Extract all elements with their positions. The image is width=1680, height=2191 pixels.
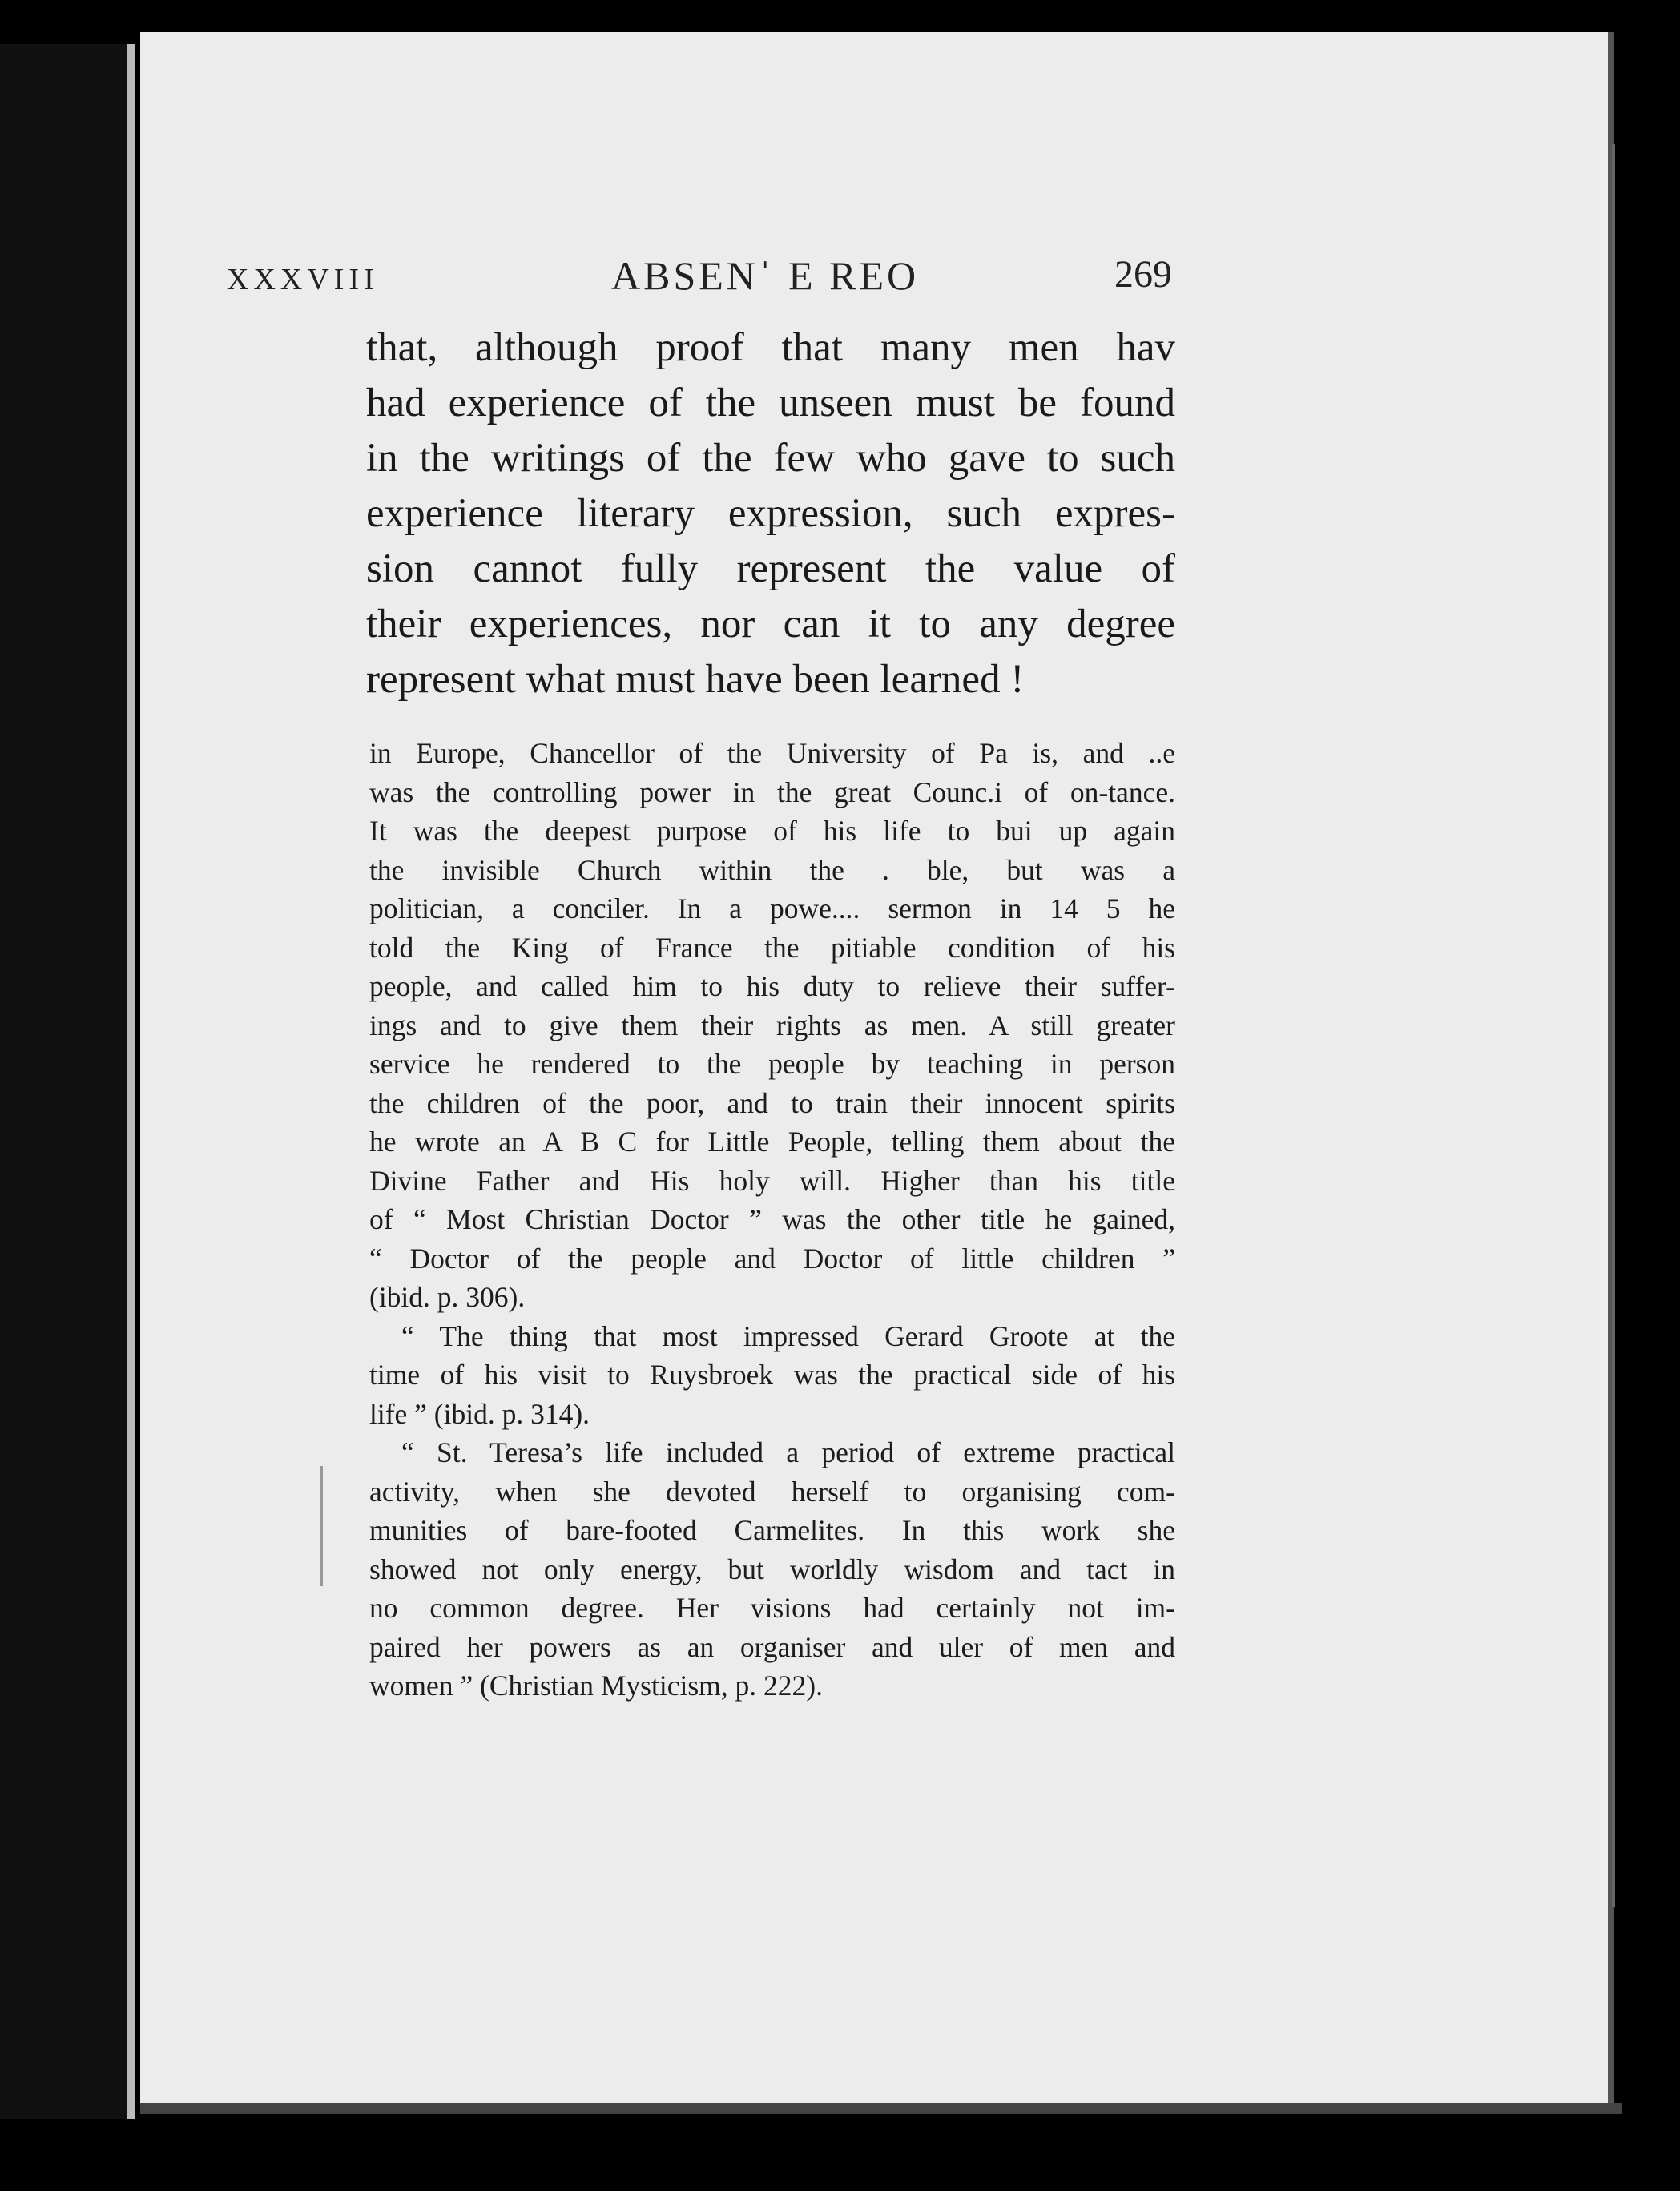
note-line: munities of bare-footed Carmelites. In this work she: [369, 1514, 1175, 1546]
text-line: experience literary expression, such expres-: [366, 491, 1175, 536]
note-line: showed not only energy, but worldly wisdom and tact in: [369, 1553, 1175, 1585]
note-line: women ” (Christian Mysticism, p. 222).: [369, 1669, 823, 1702]
note-text-block: [369, 734, 1175, 1706]
large-type-paragraph: [366, 320, 1175, 707]
text-line: had experience of the unseen must be found: [366, 381, 1175, 425]
note-line: politician, a conciler. In a powe.... sermon in 14 5 he: [369, 892, 1175, 924]
scan-artifact-right-edge: [1612, 144, 1615, 1907]
note-line: paired her powers as an organiser and uler of men and: [369, 1630, 1175, 1663]
note-line: service he rendered to the people by teaching in person: [369, 1048, 1175, 1080]
page-bottom-shadow: [140, 2103, 1622, 2114]
note-line: life ” (ibid. p. 314).: [369, 1397, 590, 1430]
facing-page-edge: [0, 44, 132, 2119]
scan-artifact-glyph: {: [106, 1671, 125, 1714]
note-line: told the King of France the pitiable condition of his: [369, 931, 1175, 964]
text-line: sion cannot fully represent the value of: [366, 546, 1175, 591]
note-line: he wrote an A B C for Little People, telling them about the: [369, 1126, 1175, 1158]
note-line: “ St. Teresa’s life included a period of extreme practical: [401, 1436, 1175, 1468]
page-number: 269: [1114, 253, 1172, 296]
text-line: in the writings of the few who gave to such: [366, 436, 1175, 481]
text-line: represent what must have been learned !: [366, 657, 1025, 702]
note-line: It was the deepest purpose of his life to bui up again: [369, 815, 1175, 847]
text-line: that, although proof that many men hav: [366, 325, 1175, 370]
facing-page-border: [127, 44, 135, 2119]
text-line: their experiences, nor can it to any degree: [366, 602, 1175, 646]
note-line: “ The thing that most impressed Gerard Groote at the: [401, 1319, 1175, 1352]
note-line: the invisible Church within the . ble, but was a: [369, 853, 1175, 886]
note-line: people, and called him to his duty to relieve their suffer-: [369, 970, 1175, 1002]
chapter-number: XXXVIII: [227, 263, 379, 296]
note-line: was the controlling power in the great Counc.i of on-tance.: [369, 775, 1175, 808]
note-line: Divine Father and His holy will. Higher than his title: [369, 1164, 1175, 1197]
running-head: [227, 252, 1172, 308]
note-line: “ Doctor of the people and Doctor of little children ”: [369, 1242, 1175, 1275]
note-line: the children of the poor, and to train their innocent spirits: [369, 1086, 1175, 1119]
note-line: (ibid. p. 306).: [369, 1281, 526, 1313]
scan-artifact-glyph: r: [106, 1018, 119, 1061]
note-line: no common degree. Her visions had certainly not im-: [369, 1592, 1175, 1624]
running-title: ABSENˈ E REO: [611, 253, 920, 298]
note-line: ings and to give them their rights as men. A still greater: [369, 1009, 1175, 1041]
note-line: time of his visit to Ruysbroek was the practical side of his: [369, 1359, 1175, 1391]
note-line: in Europe, Chancellor of the University of Pa is, and ..e: [369, 737, 1175, 769]
note-line: activity, when she devoted herself to organising com-: [369, 1475, 1175, 1508]
scan-artifact-margin-mark: [320, 1466, 323, 1586]
note-line: of “ Most Christian Doctor ” was the other title he gained,: [369, 1203, 1175, 1235]
